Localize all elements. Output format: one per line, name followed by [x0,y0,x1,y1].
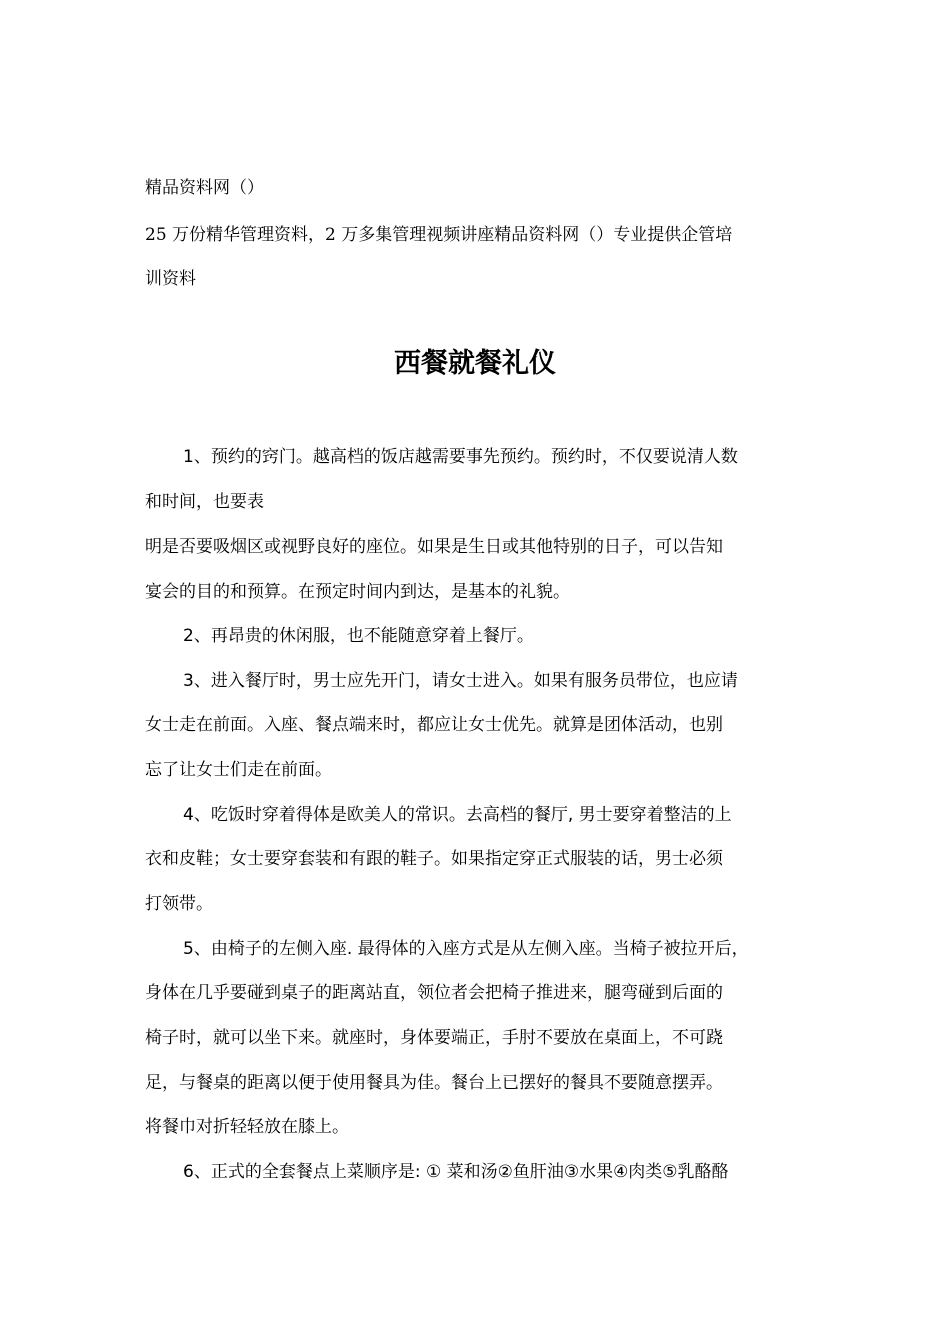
body-line: 和时间，也要表 [145,492,264,512]
body-line: 3、进入餐厅时，男士应先开门，请女士进入。如果有服务员带位，也应请 [183,671,738,691]
body-line: 椅子时，就可以坐下来。就座时，身体要端正，手肘不要放在桌面上，不可跷 [145,1028,723,1048]
body-line: 衣和皮鞋；女士要穿套装和有跟的鞋子。如果指定穿正式服装的话，男士必须 [145,849,723,869]
body-line: 女士走在前面。入座、餐点端来时，都应让女士优先。就算是团体活动，也别 [145,715,723,735]
header-site-name: 精品资料网（） [145,178,264,198]
body-line: 6、正式的全套餐点上菜顺序是: ① 菜和汤②鱼肝油③水果④肉类⑤乳酪酪 [183,1162,729,1182]
body-line: 忘了让女士们走在前面。 [145,760,332,780]
body-line: 2、再昂贵的休闲服，也不能随意穿着上餐厅。 [183,626,534,646]
body-line: 将餐巾对折轻轻放在膝上。 [145,1117,349,1137]
body-line: 身体在几乎要碰到桌子的距离站直，领位者会把椅子推进来，腿弯碰到后面的 [145,983,723,1003]
body-line: 明是否要吸烟区或视野良好的座位。如果是生日或其他特别的日子，可以告知 [145,537,723,557]
body-line: 打领带。 [145,894,213,914]
header-promo-line-continued: 训资料 [145,269,196,289]
body-line: 5、由椅子的左侧入座. 最得体的入座方式是从左侧入座。当椅子被拉开后， [183,939,749,959]
body-line: 宴会的目的和预算。在预定时间内到达，是基本的礼貌。 [145,582,570,602]
header-promo-line: 25 万份精华管理资料，2 万多集管理视频讲座精品资料网（）专业提供企管培 [145,225,733,245]
page-title: 西餐就餐礼仪 [394,348,556,379]
body-line: 足，与餐桌的距离以便于使用餐具为佳。餐台上已摆好的餐具不要随意摆弄。 [145,1073,723,1093]
body-line: 4、吃饭时穿着得体是欧美人的常识。去高档的餐厅, 男士要穿着整洁的上 [183,805,732,825]
body-line: 1、预约的窍门。越高档的饭店越需要事先预约。预约时，不仅要说清人数 [183,447,738,467]
